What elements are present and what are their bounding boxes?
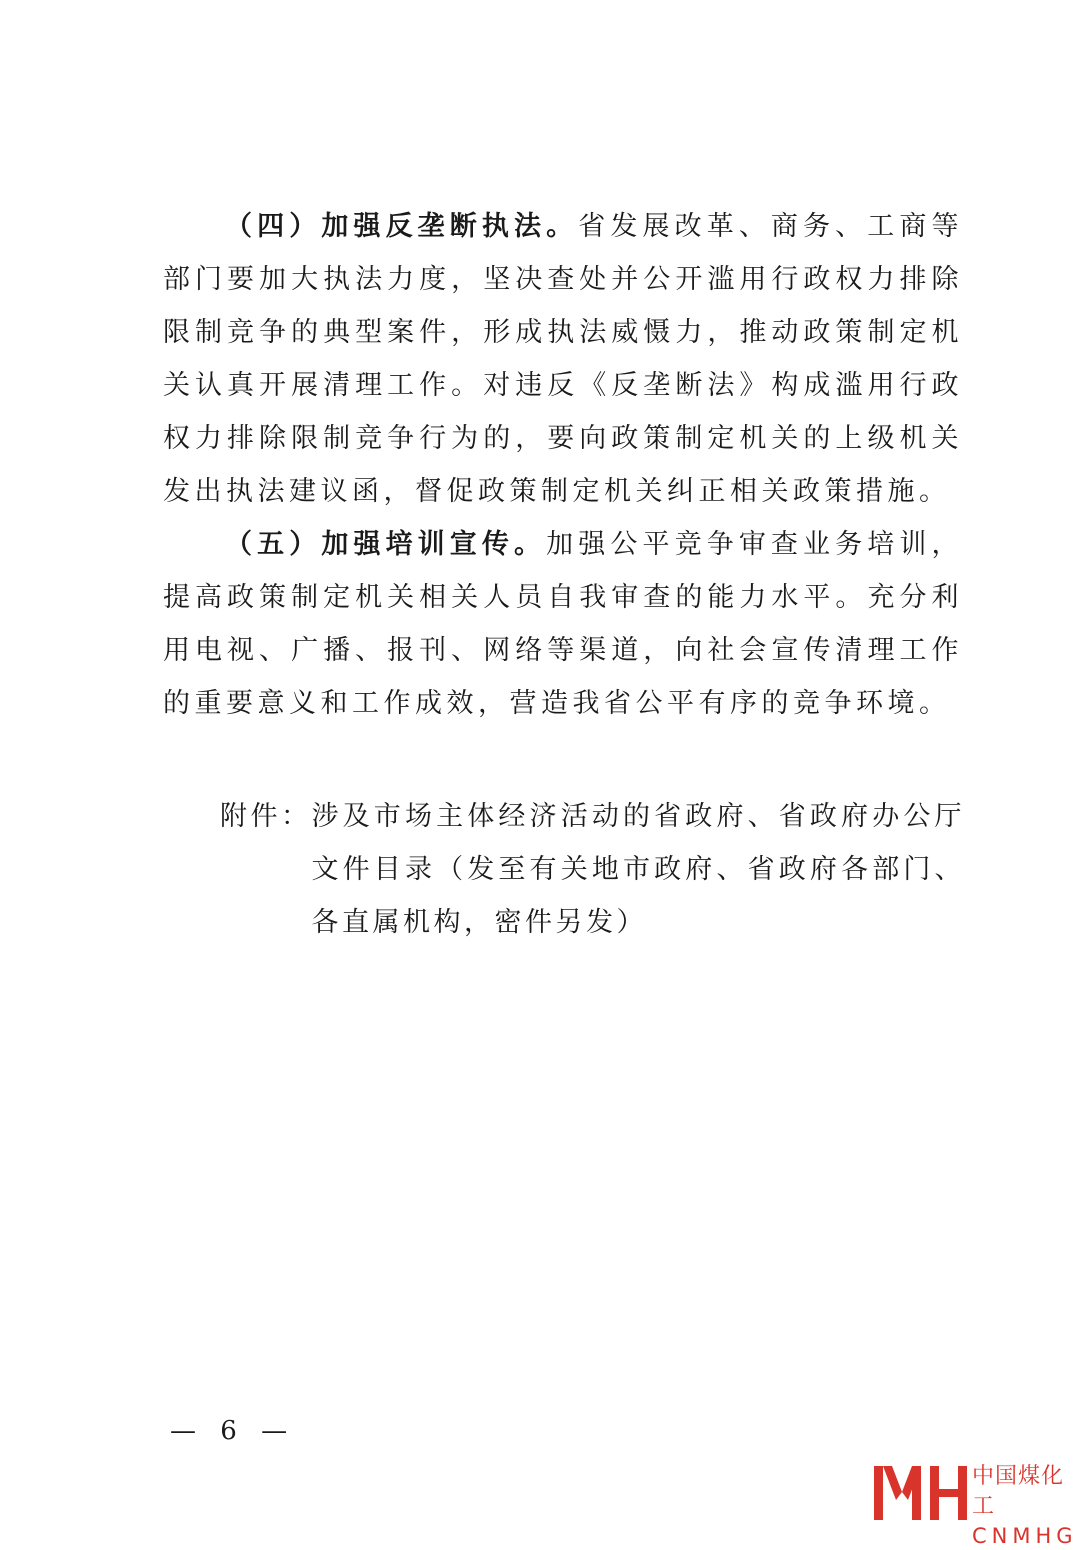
document-body	[163, 200, 963, 730]
page-number: — 6 —	[170, 1416, 296, 1446]
paragraph-heading: （五）加强培训宣传。	[225, 529, 547, 560]
paragraph-antitrust	[163, 200, 963, 518]
watermark-brand-cn: 中国煤化工	[972, 1464, 1065, 1519]
paragraph-heading: （四）加强反垄断执法。	[225, 211, 579, 242]
attachment-note	[220, 790, 965, 949]
paragraph-text: 省发展改革、商务、工商等部门要加大执法力度，坚决查处并公开滥用行政权力排除限制竞争的典型案件，形成执法威慑力，推动政策制定机关认真开展清理工作。对违反《反垄断法》构成滥用行政权力排除限制竞争行为的，要向政策制定机关的上级机关发出执法建议函，督促政策制定机关纠正相关政策措施。	[163, 211, 963, 507]
attachment-label: 附件：	[220, 801, 312, 832]
watermark-brand-en: CNMHG	[972, 1524, 1078, 1548]
paragraph-text: 加强公平竞争审查业务培训，提高政策制定机关相关人员自我审查的能力水平。充分利用电视、广播、报刊、网络等渠道，向社会宣传清理工作的重要意义和工作成效，营造我省公平有序的竞争环境。	[163, 529, 964, 719]
paragraph-training	[163, 518, 963, 730]
watermark-text	[972, 1462, 1080, 1550]
attachment-text: 涉及市场主体经济活动的省政府、省政府办公厅文件目录（发至有关地市政府、省政府各部门、各直属机构，密件另发）	[311, 801, 965, 938]
